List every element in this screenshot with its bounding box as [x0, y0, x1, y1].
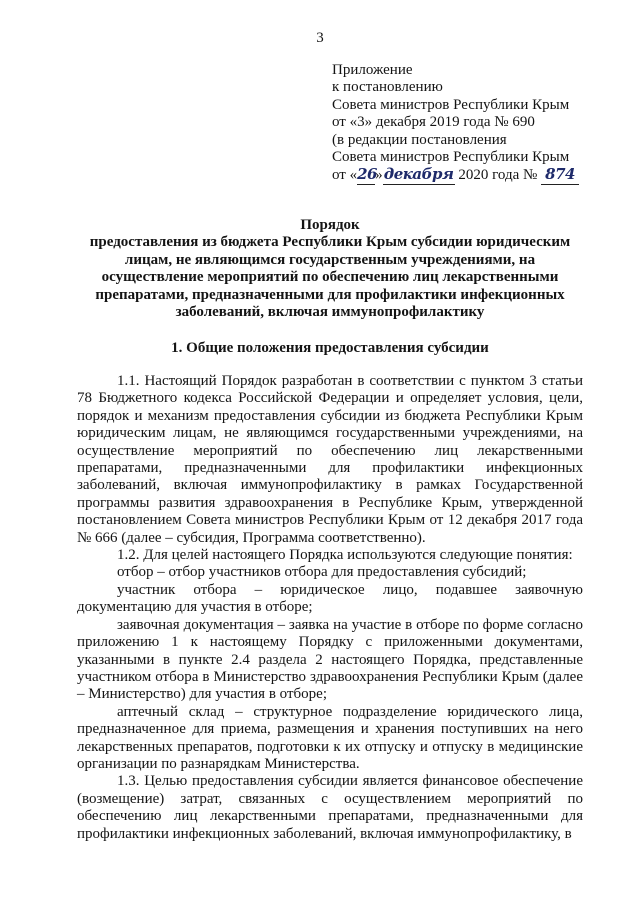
paragraph: заявочная документация – заявка на участие в отборе по форме согласно приложению 1 к настоящему Порядку с приложенными документами, указанными в пункте 2.4 раздела 2 настоящего Порядка, представленные участником отбора в Министерство здравоохранения Республики Крым (далее – Министерство) для участия в отборе; — [77, 616, 583, 703]
paragraph: аптечный склад – структурное подразделение юридического лица, предназначенное для приема, размещения и хранения поступивших на него лекарственных препаратов, подготовки к их отпуску и отпуску в медицинские организации по разнарядкам Министерства. — [77, 703, 583, 772]
appendix-line: к постановлению — [332, 79, 443, 96]
appendix-line: (в редакции постановления — [332, 131, 507, 148]
paragraph: 1.3. Целью предоставления субсидии является финансовое обеспечение (возмещение) затрат, связанных с осуществлением мероприятий по обеспечению лиц лекарственными препаратами, предназначенными для профилактики инфекционных заболеваний, включая иммунопрофилактику, в — [77, 773, 583, 842]
document-title — [80, 217, 580, 321]
title-line: лицам, не являющимся государственным учреждениями, на — [124, 251, 536, 268]
paragraph: 1.1. Настоящий Порядок разработан в соответствии с пунктом 3 статьи 78 Бюджетного кодекса Российской Федерации и определяет условия, цели, порядок и механизм предоставления субсидии из бюджета Республики Крым юридическим лицам, не являющимся государственными учреждениями, на осуществление мероприятий по обеспечению лиц лекарственными препаратами, предназначенными для профилактики инфекционных заболеваний, включая иммунопрофилактику в рамках Государственной программы развития здравоохранения в Республике Крым, утвержденной постановлением Совета министров Республики Крым от 12 декабря 2017 года № 666 (далее – субсидия, Программа соответственно). — [77, 373, 583, 546]
handwritten-number: 874 — [541, 166, 579, 184]
title-line: предоставления из бюджета Республики Крым субсидии юридическим — [89, 234, 571, 251]
document-body — [77, 373, 583, 843]
appendix-line: от «3» декабря 2019 года № 690 — [332, 114, 535, 131]
edition-prefix: от « — [332, 167, 358, 184]
paragraph: участник отбора – юридическое лицо, подавшее заявочную документацию для участия в отборе; — [77, 581, 583, 616]
paragraph: 1.2. Для целей настоящего Порядка используются следующие понятия: — [117, 547, 573, 564]
appendix-line: Приложение — [332, 62, 413, 78]
title-line: Порядок — [300, 217, 360, 233]
title-line: заболеваний, включая иммунопрофилактику — [175, 304, 485, 321]
handwritten-month: декабря — [383, 165, 454, 184]
appendix-line: Совета министров Республики Крым — [332, 149, 570, 166]
appendix-block — [332, 62, 632, 185]
appendix-line: Совета министров Республики Крым — [332, 96, 570, 113]
edition-line — [332, 166, 632, 184]
section-heading: 1. Общие положения предоставления субсидии — [171, 340, 489, 356]
handwritten-day: 26 — [357, 165, 377, 184]
page-number: 3 — [316, 30, 324, 46]
edition-quote: » — [375, 167, 383, 184]
edition-year: 2020 года № — [454, 167, 542, 184]
title-line: препаратами, предназначенными для профилактики инфекционных — [95, 286, 565, 303]
paragraph: отбор – отбор участников отбора для предоставления субсидий; — [117, 564, 527, 581]
title-line: осуществление мероприятий по обеспечению лиц лекарственными — [101, 269, 559, 286]
